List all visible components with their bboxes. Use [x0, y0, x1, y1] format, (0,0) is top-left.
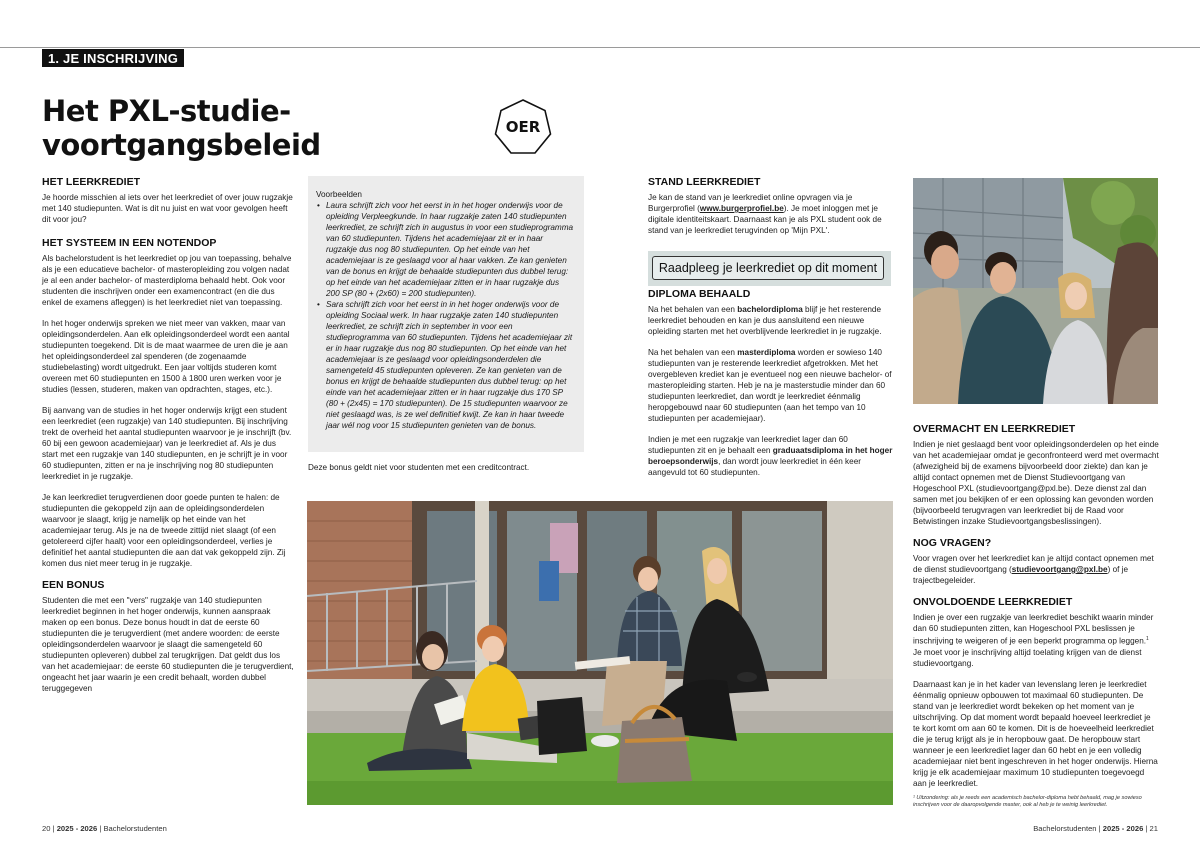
dip3-c: , dan wordt jouw leerkrediet in één keer aangevuld tot 60 studiepunten.: [648, 457, 861, 477]
students-campus-photo: [307, 501, 893, 805]
heading-onvoldoende: ONVOLDOENDE LEERKREDIET: [913, 596, 1073, 608]
heading-diploma-behaald: DIPLOMA BEHAALD: [648, 288, 751, 300]
intro-paragraph: Je hoorde misschien al iets over het leerkrediet of over jouw rugzakje met 140 studiepunten. Wat is dit nu juist en wat voor gevolgen heeft dit voor jou?: [42, 193, 293, 224]
heading-leerkrediet: HET LEERKREDIET: [42, 176, 141, 188]
folio-right: [1033, 824, 1158, 833]
oer-logo-icon: [494, 98, 552, 156]
folio-sep: |: [99, 824, 102, 833]
dip2-b: masterdiploma: [737, 348, 796, 357]
dip2-c: worden er sowieso 140 studiepunten van je resterende leerkrediet afgetrokken. Met het overgebleven krediet kan je eventueel nog een nieuwe bachelor- of masteropleiding starten. Heb je na je masterstudie minder dan 60 studiepunten leerkrediet, dan wordt je leerkrediet éénmalig heropgebouwd naar 60 studiepunten (aan het tempo van 10 studiepunten per academiejaar).: [648, 348, 892, 423]
examples-box: [308, 176, 584, 452]
heading-stand-leerkrediet: STAND LEERKREDIET: [648, 176, 761, 188]
examples-list: [316, 200, 574, 431]
bonus-paragraph: Studenten die met een "vers" rugzakje van 140 studiepunten leerkrediet beginnen in het hoger onderwijs, kunnen aanspraak maken op een bonus. Deze bonus houdt in dat de eerste 60 studiepunten die je terugverdient (met andere woorden: de eerste opleidingsonderdelen waarvoor je slaagt die samengeteld 60 studiepunten opleveren) dubbel zal terugkrijgen. Dat geldt dus los van het academiejaar: de eerste 60 studiepunten die je terugverdient, ongeacht het jaar waarin je een credit behaalt, worden dubbel teruggegeven: [42, 596, 294, 693]
onvoldoende-paragraph-1: [913, 612, 1159, 669]
heading-overmacht: OVERMACHT EN LEERKREDIET: [913, 423, 1076, 435]
label-right: Bachelorstudenten: [1033, 824, 1097, 833]
stand-text-a: Je kan de stand van je leerkrediet online opvragen via je Burgerprofiel (: [648, 193, 853, 213]
diploma-paragraph-1: [648, 304, 894, 337]
stand-text-b: ). Je moet inloggen met je digitale identiteitskaart. Daarnaast kan je als PXL student ook de stand van je leerkrediet terugvinden op 'Mijn PXL'.: [648, 204, 882, 235]
dip1-c: blijf je het resterende leerkrediet behouden en kan je dus aansluitend een nieuwe opleiding starten met het overblijvende leerkrediet in je rugzakje.: [648, 305, 882, 336]
vragen-paragraph: [913, 553, 1159, 586]
top-rule: [0, 47, 1200, 48]
cta-banner: [648, 251, 891, 286]
page-title: Het PXL-studie-voortgangsbeleid: [42, 94, 321, 162]
vragen-text-b: ) of je trajectbegeleider.: [913, 565, 1129, 585]
page-number-right: 21: [1149, 824, 1158, 833]
column-overmacht-vragen: [913, 423, 1159, 799]
onv1-text: Indien je over een rugzakje van leerkrediet beschikt waarin minder dan 60 studiepunten zitten, kan Hogeschool PXL beslissen je inschrijving te weigeren of je een beperkt programma op leggen.: [913, 613, 1154, 646]
systeem-paragraph-1: Als bachelorstudent is het leerkrediet op jou van toepassing, behalve als je een educatieve bachelor- of masteropleiding zou volgen nadat je al een ander bachelor- of masterdiploma behaald hebt. Ook voor studenten die inschrijven onder een examencontract (en die dus enkel de examens afleggen) is het leerkrediet niet van toepassing.: [42, 254, 292, 307]
onvoldoende-paragraph-2: Daarnaast kan je in het kader van levenslang leren je leerkrediet éénmalig opnieuw opbouwen tot maximaal 60 studiepunten. De stand van je leerkrediet wordt bekeken op het moment van je uitschrijving. Op dat moment wordt bepaald hoeveel leerkrediet je te kort komt om aan 60 te komen. Dit is de hoeveelheid leerkrediet die je terug krijgt als je in heropbouw gaat. De heropbouw start wanneer je een leerkrediet lager dan 60 hebt en je een volledig academiejaar niet bent ingeschreven in het hoger onderwijs. Hierna krijg je elk academiejaar maximum 10 studiepunten toegevoegd aan je leerkrediet.: [913, 679, 1158, 788]
dip1-a: Na het behalen van een: [648, 305, 738, 314]
year-left: 2025 - 2026: [56, 824, 98, 833]
heading-bonus: EEN BONUS: [42, 579, 105, 591]
students-talking-photo: [913, 178, 1158, 404]
label-left: Bachelorstudenten: [103, 824, 167, 833]
systeem-paragraph-3: Bij aanvang van de studies in het hoger onderwijs krijgt een student een leerkrediet (een rugzakje) van 140 studiepunten. Bij inschrijving trekt de overheid het aantal studiepunten waarvoor je je inschrijft (bv. 60 bij een gewoon academiejaar) van je leerkrediet af. Als je dus start met een rugzakje van 140 studiepunten, en je schrijft je in voor 60 studiepunten, zitten er na je inschrijving nog 80 studiepunten leerkrediet in je rugzakje.: [42, 406, 292, 481]
studievoortgang-email-link[interactable]: studievoortgang@pxl.be: [1011, 565, 1108, 574]
dip1-b: bachelordiploma: [737, 305, 803, 314]
folio-left: [42, 824, 167, 833]
heading-nog-vragen: NOG VRAGEN?: [913, 537, 992, 549]
systeem-paragraph-4: Je kan leerkrediet terugverdienen door goede punten te halen: de studiepunten die gekoppeld zijn aan de opleidingsonderdelen waarvoor je slaagt, krijg je namelijk op het einde van het academiejaar terug. Als je na de tweede zittijd niet slaagt (of een getolereerd cijfer haalt) voor een opleidingsonderdeel, verlies je definitief het aantal studiepunten die aan dat vak gekoppeld zijn. Zij komen dus niet meer terug in je rugzakje.: [42, 493, 286, 568]
example-item-laura: • Laura schrijft zich voor het eerst in in het hoger onderwijs voor de opleiding Verpleegkunde. In haar rugzakje zaten 140 studiepunten leerkrediet, ze schrijft zich in augustus in voor een studieprogramma van 60 studiepunten. Tijdens het academiejaar zit er in haar rugzakje dus nog 80 studiepunten. Op het einde van het academiejaar is ze geslaagd voor al haar vakken. Ze kan genieten van de bonus en krijgt de behaalde studiepunten dus dubbel terug: op het einde van het academiejaar zitten er in haar rugzakje dus 200 SP (80 + (2x60) = 200 studiepunten).: [316, 200, 574, 299]
burgerprofiel-link[interactable]: www.burgerprofiel.be: [699, 204, 784, 213]
vragen-text-a: Voor vragen over het leerkrediet kan je altijd contact opnemen met de dienst studievoortgang (: [913, 554, 1154, 574]
dip3-a: Indien je met een rugzakje van leerkrediet lager dan 60 studiepunten zit en je behaalt een: [648, 435, 848, 455]
systeem-paragraph-2: In het hoger onderwijs spreken we niet meer van vakken, maar van opleidingsonderdelen. Aan elk opleidingsonderdeel wordt een aantal studiepunten toegekend. Dit is de maat waarmee de uren die je aan het opleidingsonderdeel zal spenderen (de zogenaamde studiebelasting) wordt uitgedrukt. Een jaar voltijds studeren komt overeen met 60 studiepunten en 1500 à 1800 uren werken voor je studies (lessen, studeren, maken van opdrachten, stages, etc.).: [42, 319, 290, 394]
dip2-a: Na het behalen van een: [648, 348, 738, 357]
column-leerkrediet: [42, 176, 294, 704]
bonus-note: Deze bonus geldt niet voor studenten met een creditcontract.: [308, 463, 530, 472]
column-stand-diploma: [648, 176, 894, 488]
footnote-ref: 1: [1146, 636, 1149, 642]
raadpleeg-leerkrediet-button[interactable]: Raadpleeg je leerkrediet op dit moment: [652, 256, 884, 280]
folio-sep: |: [1098, 824, 1101, 833]
example-item-sara: • Sara schrijft zich voor het eerst in in het hoger onderwijs voor de opleiding Sociaal werk. In haar rugzakje zaten 140 studiepunten leerkrediet, ze schrijft zich in september in voor een studieprogramma van 60 studiepunten. Tijdens het academiejaar zit er in haar rugzakje dus nog 80 studiepunten. Op het einde van het academiejaar is ze geslaagd voor opleidingsonderdelen die samengeteld 45 studiepunten opleveren. Ze kan genieten van de bonus en krijgt de behaalde studiepunten dus dubbel terug: op het einde van het academiejaar zitten er in haar rugzakje dus 170 SP (80 + (2x45) = 170 studiepunten). De 15 studiepunten waarvoor ze niet geslaagd was, is ze wel definitief kwijt. Ze kan in haar tweede jaar wél nog voor 15 studiepunten genieten van de bonus.: [316, 299, 574, 431]
examples-label: Voorbeelden: [316, 190, 362, 199]
section-tag: 1. JE INSCHRIJVING: [42, 49, 184, 67]
dip3-b: graduaatsdiploma in het hoger beroepsonderwijs: [648, 446, 893, 466]
overmacht-paragraph: Indien je niet geslaagd bent voor opleidingsonderdelen op het einde van het academiejaar omdat je geconfronteerd werd met overmacht (afwezigheid bij de examens bijvoorbeeld door ziekte) dan kan je altijd contact opnemen met de Dienst Studievoortgang van Hogeschool PXL (studievoortgang@pxl.be). Deze dienst zal dan samen met jou bekijken of er een oplossing kan gevonden worden (bijvoorbeeld terugvragen van leerkrediet bij de Raad voor Betwistingen inzake Studievoortgangsbeslissingen).: [913, 440, 1159, 526]
page-number-left: 20: [42, 824, 51, 833]
year-right: 2025 - 2026: [1102, 824, 1144, 833]
diploma-paragraph-3: [648, 434, 894, 478]
diploma-paragraph-2: [648, 347, 894, 424]
folio-sep: |: [1145, 824, 1148, 833]
folio-sep: |: [52, 824, 55, 833]
heading-systeem: HET SYSTEEM IN EEN NOTENDOP: [42, 237, 217, 249]
footnote: ¹ Uitzondering: als je reeds een academisch bachelor-diploma hebt behaald, mag je sowieso inschrijven voor de daaropvolgende master, ook al heb je te weinig leerkrediet.: [913, 795, 1142, 808]
oer-logo-text: OER: [505, 118, 541, 136]
onv1-text-b: Je moet voor je inschrijving altijd toelating krijgen van de dienst studievoortgang.: [913, 647, 1142, 668]
stand-paragraph: [648, 192, 894, 236]
